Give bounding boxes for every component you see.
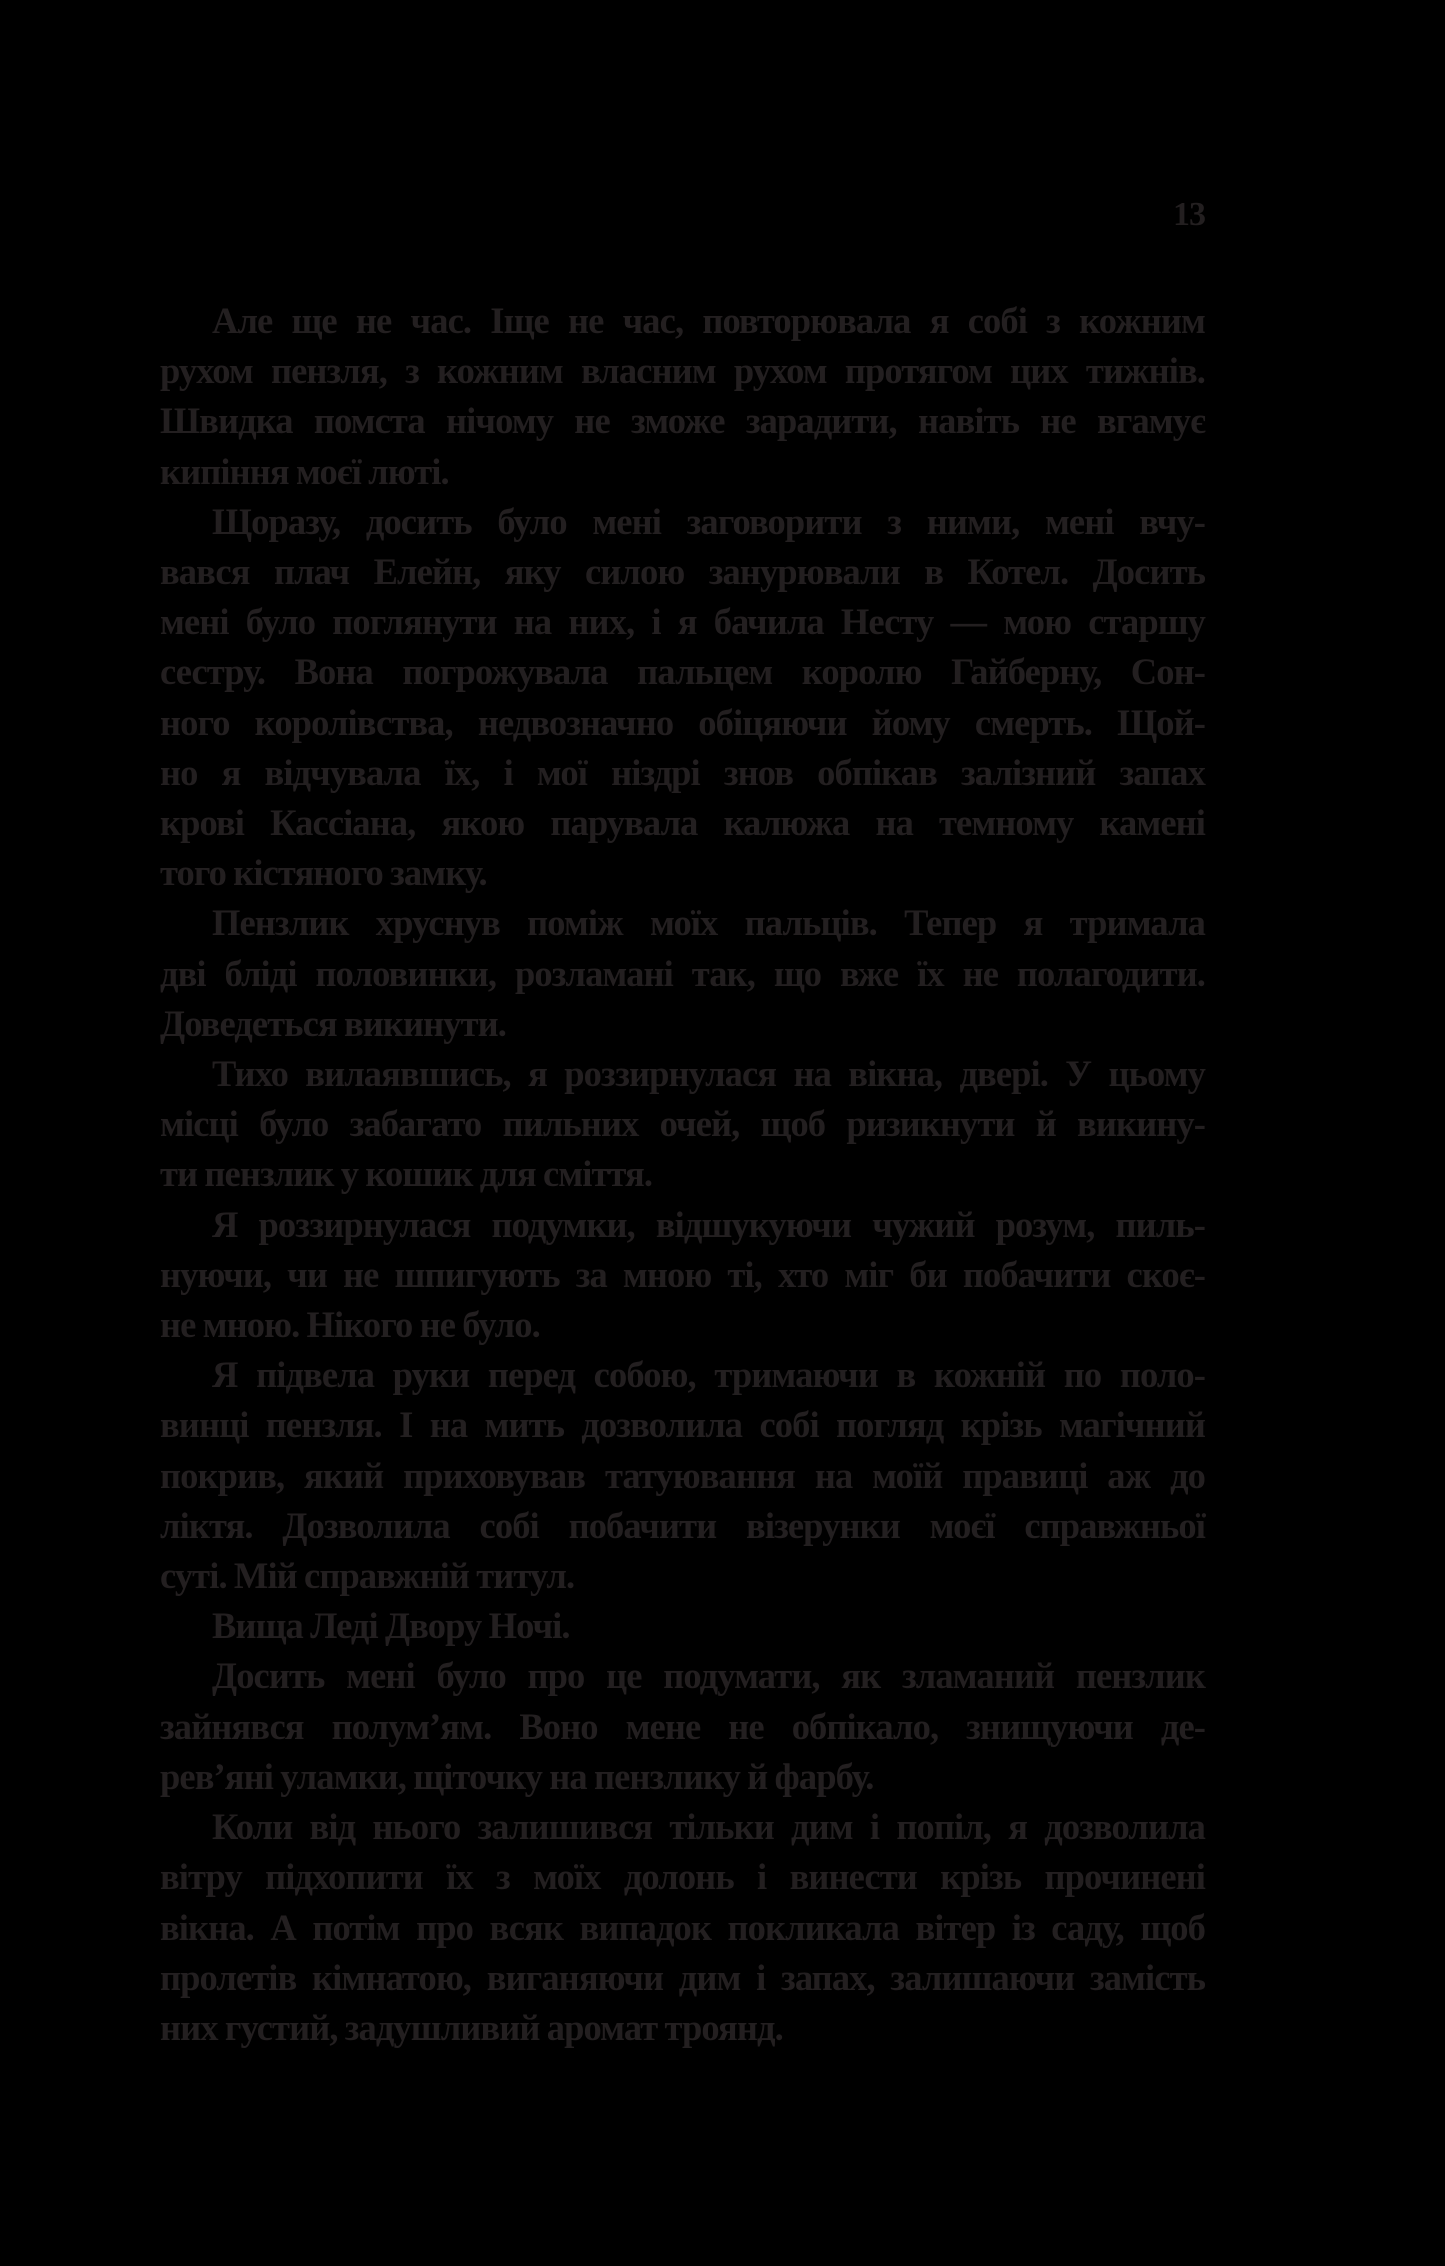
- text-line: них густий, задушливий аромат троянд.: [160, 2006, 783, 2048]
- text-line: ти пензлик у кошик для сміття.: [160, 1153, 653, 1195]
- text-line: пролетів кімнатою, виганяючи дим і запах, залишаючи замість: [160, 1956, 1205, 1998]
- paragraph: [160, 1651, 1205, 1802]
- paragraph: [160, 1350, 1205, 1601]
- text-line: сестру. Вона погрожувала пальцем королю Гайберну, Сон-: [160, 651, 1205, 693]
- text-line: місці було забагато пильних очей, щоб ризикнути й викину-: [160, 1103, 1205, 1145]
- text-line: дві бліді половинки, розламані так, що вже їх не полагодити.: [160, 952, 1205, 994]
- text-line: зайнявся полум’ям. Воно мене не обпікало, знищуючи де-: [160, 1705, 1205, 1747]
- text-line: Тихо вилаявшись, я роззирнулася на вікна, двері. У цьому: [212, 1053, 1205, 1095]
- body-text: [160, 296, 1205, 2053]
- paragraph: [160, 898, 1205, 1049]
- text-line: Але ще не час. Іще не час, повторювала я собі з кожним: [212, 300, 1205, 341]
- text-line: Я роззирнулася подумки, відшукуючи чужий розум, пиль-: [212, 1203, 1205, 1245]
- text-line: Доведеться викинути.: [160, 1002, 507, 1044]
- text-line: рухом пензля, з кожним власним рухом протягом цих тижнів.: [160, 350, 1205, 392]
- text-line: мені було поглянути на них, і я бачила Несту — мою старшу: [160, 601, 1205, 643]
- paragraph: [160, 497, 1205, 899]
- page-number: 13: [1173, 196, 1205, 233]
- text-line: крові Кассіана, якою парувала калюжа на темному камені: [160, 802, 1205, 844]
- paragraph: [160, 1049, 1205, 1200]
- text-line: рев’яні уламки, щіточку на пензлику й фарбу.: [160, 1755, 874, 1797]
- text-line: не мною. Нікого не було.: [160, 1304, 540, 1346]
- text-line: Досить мені було про це подумати, як зламаний пензлик: [212, 1655, 1205, 1697]
- text-line: вітру підхопити їх з моїх долонь і винести крізь прочинені: [160, 1856, 1205, 1898]
- text-line: винці пензля. І на мить дозволила собі погляд крізь магічний: [160, 1404, 1205, 1446]
- paragraph: [160, 296, 1205, 497]
- text-line: вався плач Елейн, яку силою занурювали в Котел. Досить: [160, 551, 1205, 593]
- text-line: Швидка помста нічому не зможе зарадити, навіть не вгамує: [160, 400, 1205, 442]
- text-line: ліктя. Дозволила собі побачити візерунки моєї справжньої: [160, 1504, 1205, 1546]
- paragraph: [160, 1200, 1205, 1351]
- text-line: Щоразу, досить було мені заговорити з ними, мені вчу-: [212, 500, 1205, 542]
- text-line: Вища Леді Двору Ночі.: [212, 1605, 570, 1647]
- text-line: того кістяного замку.: [160, 852, 487, 894]
- text-line: кипіння моєї люті.: [160, 450, 449, 492]
- text-line: ного королівства, недвозначно обіцяючи йому смерть. Щой-: [160, 701, 1205, 743]
- text-line: Пензлик хруснув поміж моїх пальців. Тепер я тримала: [212, 902, 1205, 944]
- text-line: нуючи, чи не шпигують за мною ті, хто міг би побачити скоє-: [160, 1253, 1205, 1295]
- text-line: Коли від нього залишився тільки дим і попіл, я дозволила: [212, 1806, 1205, 1848]
- text-line: суті. Мій справжній титул.: [160, 1555, 575, 1597]
- text-line: но я відчувала їх, і мої ніздрі знов обпікав залізний запах: [160, 751, 1205, 793]
- paragraph: [160, 1601, 1205, 1651]
- text-line: покрив, який приховував татуювання на моїй правиці аж до: [160, 1454, 1205, 1496]
- text-line: вікна. А потім про всяк випадок покликала вітер із саду, щоб: [160, 1906, 1205, 1948]
- paragraph: [160, 1802, 1205, 2053]
- text-line: Я підвела руки перед собою, тримаючи в кожній по поло-: [212, 1354, 1205, 1396]
